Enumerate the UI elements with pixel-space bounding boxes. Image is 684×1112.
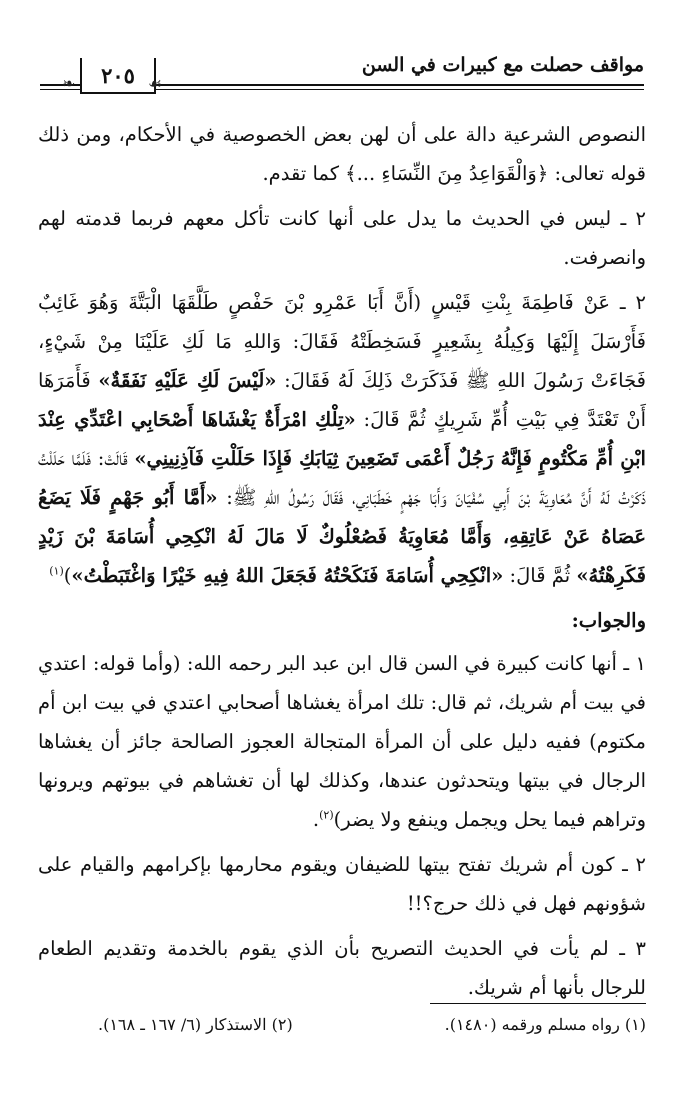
hadith-text: ٢ ـ عَنْ فَاطِمَةَ بِنْتِ قَيْسٍ (أَنَّ أَبَا عَمْرِو بْنَ حَفْصٍ طَلَّقَهَا الْبَتَّةَ وَهُوَ غَائِبٌ فَأَرْسَلَ إِلَيْهَا وَكِيلُهُ بِشَعِيرٍ فَسَخِطَتْهُ فَقَالَ: وَاللهِ مَا لَكِ عَلَيْنَا مِنْ شَيْءٍ، فَجَاءَتْ رَسُولَ اللهِ ﷺ فَذَكَرَتْ ذَلِكَ لَهُ فَقَالَ: — [38, 291, 646, 392]
page-body — [38, 115, 646, 1013]
page-number: ٢٠٥ — [80, 58, 156, 94]
paragraph: النصوص الشرعية دالة على أن لهن بعض الخصوصية في الأحكام، ومن ذلك قوله تعالى: ﴿وَالْقَوَاعِدُ مِنَ النِّسَاءِ ...﴾ كما تقدم. — [38, 123, 646, 185]
prophet-quote: «انْكِحِي أُسَامَةَ فَنَكَحْتُهُ فَجَعَلَ اللهُ فِيهِ خَيْرًا وَاغْتَبَطْتُ» — [71, 564, 504, 587]
page-header — [40, 44, 644, 96]
prophet-quote: «أَمَّا أَبُو جَهْمٍ فَلَا يَضَعُ عَصَاهُ عَنْ عَاتِقِهِ، وَأَمَّا مُعَاوِيَةُ فَصُعْلُوكٌ لَا مَالَ لَهُ انْكِحِي أُسَامَةَ بْنَ زَيْدٍ فَكَرِهْتُهُ» — [38, 486, 646, 587]
footnote-ref: (٢) — [319, 808, 334, 822]
footnote-ref: (١) — [49, 564, 64, 578]
footnotes — [38, 1012, 646, 1038]
prophet-quote: «تِلْكِ امْرَأَةٌ يَغْشَاهَا أَصْحَابِي اعْتَدِّي عِنْدَ ابْنِ أُمِّ مَكْتُومٍ فَإِنَّهُ رَجُلٌ أَعْمَى تَضَعِينَ ثِيَابَكِ فَإِذَا حَلَلْتِ فَآذِنِينِي» — [38, 408, 646, 470]
leaf-ornament-icon: ☙ — [148, 74, 163, 93]
answer-heading: والجواب: — [571, 609, 646, 632]
footnote-1: (١) رواه مسلم ورقمه (١٤٨٠). — [444, 1015, 646, 1034]
hadith-text: قَالَتْ: فَلَمَّا حَلَلْتُ ذَكَرْتُ لَهُ أَنَّ مُعَاوِيَةَ بْنَ أَبِي سُفْيَانَ وَأَبَا جَهْمٍ خَطَبَانِي، فَقَالَ رَسُولُ اللهِ ﷺ: — [38, 447, 646, 509]
footnote-2: (٢) الاستذكار (٦/ ١٦٧ ـ ١٦٨). — [98, 1015, 293, 1034]
paragraph — [38, 644, 646, 839]
paragraph: ٢ ـ كون أم شريك تفتح بيتها للضيفان ويقوم محارمها بإكرامهم والقيام على شؤونهم فهل في ذلك حرج؟!! — [38, 853, 646, 915]
paragraph: ٢ ـ ليس في الحديث ما يدل على أنها كانت تأكل معهم فربما قدمته لهم وانصرفت. — [38, 207, 646, 269]
running-title: مواقف حصلت مع كبيرات في السن — [361, 54, 644, 76]
footnote-divider — [430, 1003, 646, 1004]
answer-text: ١ ـ أنها كانت كبيرة في السن قال ابن عبد البر رحمه الله: (وأما قوله: اعتدي في بيت أم شريك، ثم قال: تلك امرأة يغشاها أصحابي اعتدي في بيت ابن أم مكتوم) ففيه دليل على أن المرأة المتجالة العجوز الصالحة جائز أن يغشاها الرجال في بيتها ويتحدثون عندها، وكذلك لها أن تغشاهم في بيوتهم ويرونها وتراهم فيما يحل ويجمل وينفع ولا يضر) — [38, 652, 646, 831]
leaf-ornament-icon: ❧ — [62, 74, 76, 93]
hadith-text: فَأَمَرَهَا أَنْ تَعْتَدَّ فِي بَيْتِ أُمِّ شَرِيكٍ ثُمَّ قَالَ: — [38, 369, 646, 431]
prophet-quote: «لَيْسَ لَكِ عَلَيْهِ نَفَقَةٌ» — [98, 369, 277, 392]
hadith-text: ثُمَّ قَالَ: — [503, 564, 577, 587]
hadith-paragraph — [38, 283, 646, 595]
paragraph: ٣ ـ لم يأت في الحديث التصريح بأن الذي يقوم بالخدمة وتقديم الطعام للرجال بأنها أم شريك. — [38, 937, 646, 999]
answer-text: . — [312, 808, 320, 831]
hadith-text: ) — [63, 564, 72, 587]
